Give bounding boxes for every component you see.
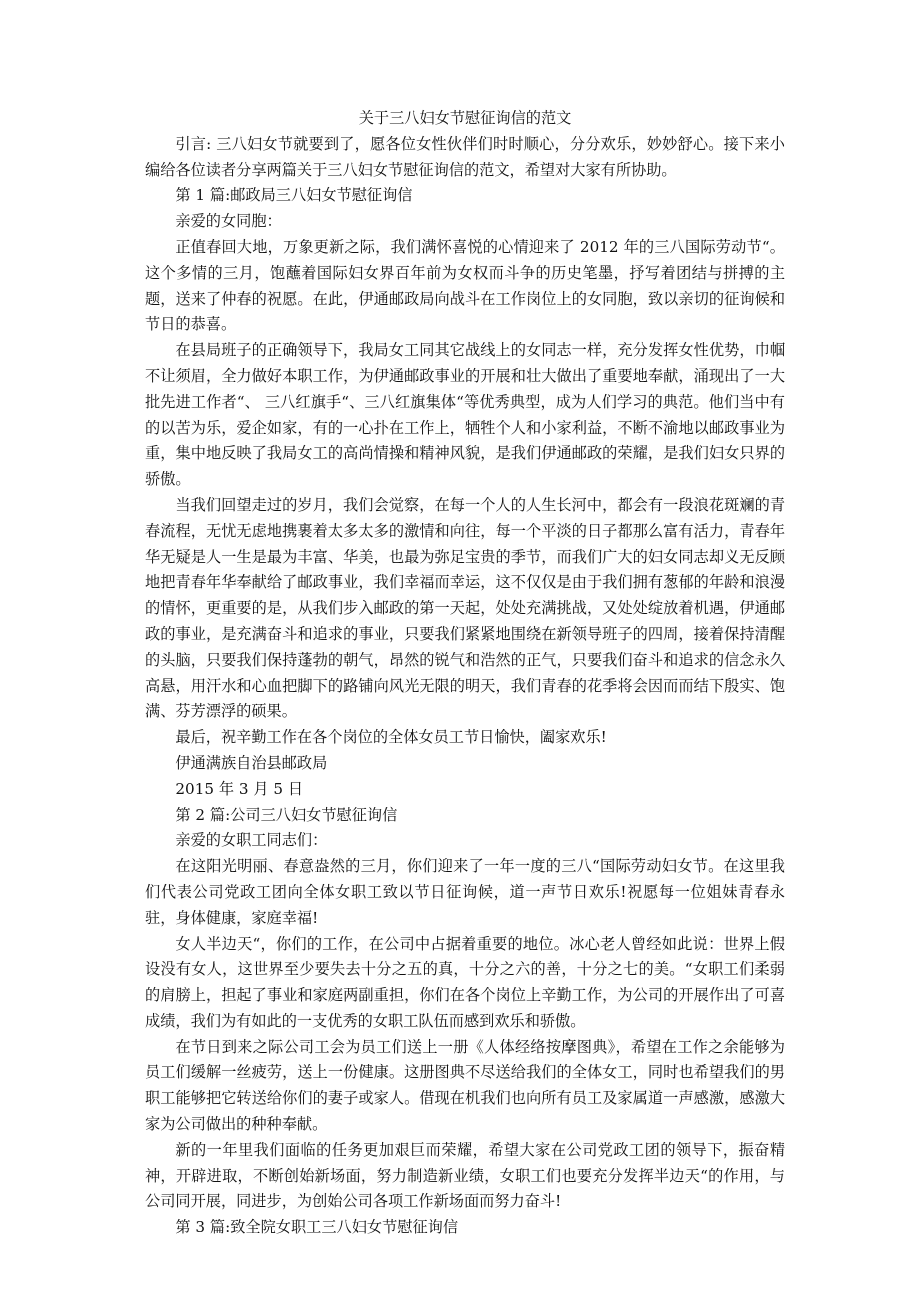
section-heading: 第 2 篇:公司三八妇女节慰征询信 — [175, 805, 398, 824]
signature-date: 2015 年 3 月 5 日 — [175, 779, 304, 798]
section-heading: 第 1 篇:邮政局三八妇女节慰征询信 — [175, 186, 413, 205]
signature-organization: 伊通满族自治县邮政局 — [175, 753, 328, 772]
salutation: 亲爱的女职工同志们： — [175, 831, 328, 850]
body-paragraph: 在这阳光明丽、春意盎然的三月，你们迎来了一年一度的三八“国际劳动妇女节。在这里我们代表公司党政工团向全体女职工致以节日征询候，道一声节日欢乐!祝愿每一位姐妹青春永驻，身体健康，家庭幸福! — [145, 857, 785, 927]
body-paragraph: 在节日到来之际公司工会为员工们送上一册《人体经络按摩图典》，希望在工作之余能够为员工们缓解一丝疲劳，送上一份健康。这册图典不尽送给我们的全体女工，同时也希望我们的男职工能够把它转送给你们的妻子或家人。借现在机我们也向所有员工及家属道一声感激，感激大家为公司做出的种种奉献。 — [145, 1037, 785, 1134]
intro-paragraph: 引言: 三八妇女节就要到了，愿各位女性伙伴们时时顺心，分分欢乐，妙妙舒心。接下来小编给各位读者分享两篇关于三八妇女节慰征询信的范文，希望对大家有所协助。 — [145, 134, 785, 179]
closing-paragraph: 最后，祝辛勤工作在各个岗位的全体女员工节日愉快，阖家欢乐! — [175, 728, 607, 747]
document-page — [145, 106, 785, 1241]
document-title: 关于三八妇女节慰征询信的范文 — [358, 109, 572, 127]
body-paragraph: 正值春回大地，万象更新之际，我们满怀喜悦的心情迎来了 2012 年的三八国际劳动节“。这个多情的三月，饱蘸着国际妇女界百年前为女权而斗争的历史笔墨，抒写着团结与拼搏的主题，送来了仲春的祝愿。在此，伊通邮政局向战斗在工作岗位上的女同胞，致以亲切的征询候和节日的恭喜。 — [145, 237, 785, 334]
section-heading: 第 3 篇:致全院女职工三八妇女节慰征询信 — [175, 1218, 459, 1237]
body-paragraph: 在县局班子的正确领导下，我局女工同其它战线上的女同志一样，充分发挥女性优势，巾帼不让须眉，全力做好本职工作，为伊通邮政事业的开展和壮大做出了重要地奉献，涌现出了一大批先进工作者“、 三八红旗手“、三八红旗集体“等优秀典型，成为人们学习的典范。他们当中有的以苦为乐，爱企如家，有的一心扑在工作上，牺牲个人和小家利益，不断不渝地以邮政事业为重，集中地反映了我局女工的高尚情操和精神风貌，是我们伊通邮政的荣耀，是我们妇女只界的骄傲。 — [145, 341, 785, 489]
body-paragraph: 新的一年里我们面临的任务更加艰巨而荣耀，希望大家在公司党政工团的领导下，振奋精神，开辟进取，不断创始新场面，努力制造新业绩，女职工们也要充分发挥半边天“的作用，与公司同开展，同进步，为创始公司各项工作新场面而努力奋斗! — [145, 1140, 785, 1211]
body-paragraph: 当我们回望走过的岁月，我们会觉察，在每一个人的人生长河中，都会有一段浪花斑斓的青春流程，无忧无虑地携裹着太多太多的激情和向往，每一个平淡的日子都那么富有活力，青春年华无疑是人一生是最为丰富、华美，也最为弥足宝贵的季节，而我们广大的妇女同志却义无反顾地把青春年华奉献给了邮政事业，我们幸福而幸运，这不仅仅是由于我们拥有葱郁的年龄和浪漫的情怀，更重要的是，从我们步入邮政的第一天起，处处充满挑战，又处处绽放着机遇，伊通邮政的事业，是充满奋斗和追求的事业，只要我们紧紧地围绕在新领导班子的四周，接着保持清醒的头脑，只要我们保持蓬勃的朝气，昂然的锐气和浩然的正气，只要我们奋斗和追求的信念永久高悬，用汗水和心血把脚下的路铺向风光无限的明天，我们青春的花季将会因而而结下殷实、饱满、芬芳漂浮的硕果。 — [145, 495, 785, 721]
salutation: 亲爱的女同胞： — [175, 212, 282, 231]
body-paragraph: 女人半边天“，你们的工作，在公司中占据着重要的地位。冰心老人曾经如此说：世界上假设没有女人，这世界至少要失去十分之五的真，十分之六的善，十分之七的美。“女职工们柔弱的肩膀上，担起了事业和家庭两副重担，你们在各个岗位上辛勤工作，为公司的开展作出了可喜成绩，我们为有如此的一支优秀的女职工队伍而感到欢乐和骄傲。 — [145, 934, 785, 1030]
